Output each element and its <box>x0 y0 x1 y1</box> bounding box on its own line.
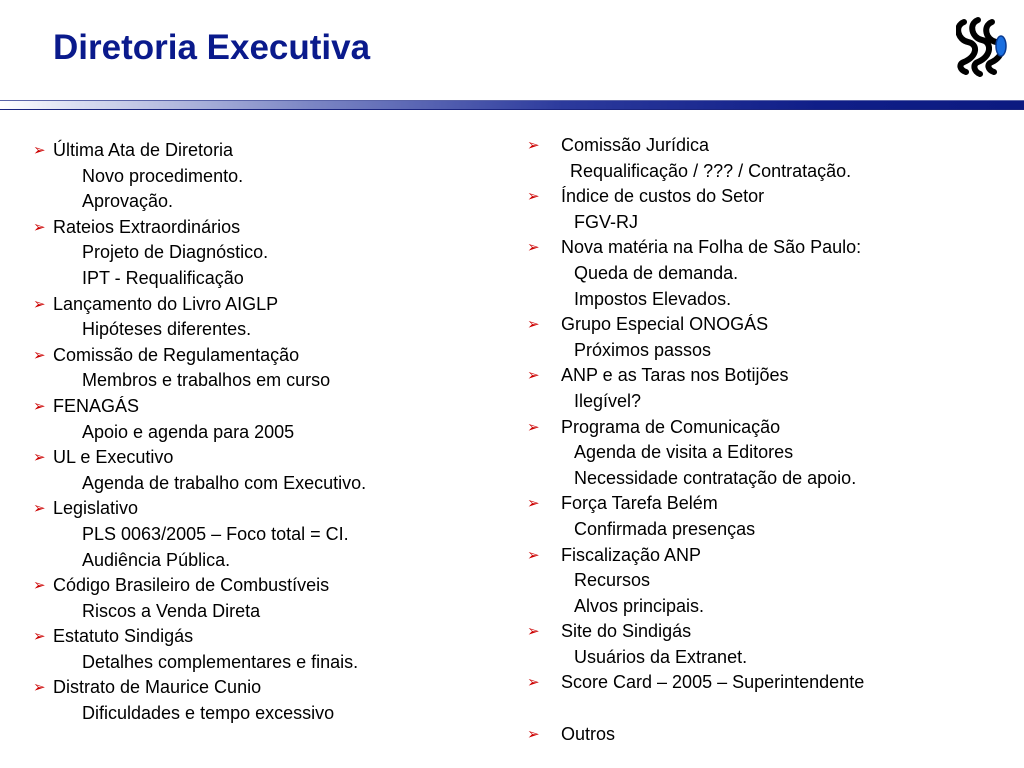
arrow-bullet-icon: ➢ <box>33 218 46 236</box>
spacer <box>527 696 1007 722</box>
agenda-item-label: Força Tarefa Belém <box>561 493 718 514</box>
agenda-item <box>33 445 503 471</box>
agenda-subitem: Agenda de visita a Editores <box>574 442 794 463</box>
agenda-subitem: Novo procedimento. <box>82 165 244 186</box>
agenda-subitem: Detalhes complementares e finais. <box>82 651 359 672</box>
agenda-subitem: Hipóteses diferentes. <box>82 319 252 340</box>
agenda-subitem: Apoio e agenda para 2005 <box>82 421 295 442</box>
agenda-item-label: Nova matéria na Folha de São Paulo: <box>561 237 862 258</box>
agenda-item <box>527 619 1007 645</box>
agenda-subitem: Membros e trabalhos em curso <box>82 370 331 391</box>
agenda-item-label: Última Ata de Diretoria <box>53 140 234 160</box>
agenda-item <box>527 133 1007 159</box>
agenda-item <box>527 722 1007 748</box>
agenda-item <box>527 363 1007 389</box>
agenda-subitem: Requalificação / ??? / Contratação. <box>570 160 852 181</box>
agenda-subitem: Dificuldades e tempo excessivo <box>82 703 335 724</box>
agenda-item <box>527 543 1007 569</box>
agenda-item <box>33 215 503 241</box>
agenda-item-label: Site do Sindigás <box>561 621 692 642</box>
arrow-bullet-icon: ➢ <box>33 577 46 595</box>
agenda-item-label: Estatuto Sindigás <box>53 626 194 647</box>
agenda-item-label: Programa de Comunicação <box>561 416 781 437</box>
arrow-bullet-icon: ➢ <box>527 316 540 334</box>
agenda-item-label: ANP e as Taras nos Botijões <box>561 365 789 386</box>
right-agenda-column <box>527 133 1007 747</box>
agenda-item <box>527 312 1007 338</box>
agenda-item <box>33 573 503 599</box>
slide-title: Diretoria Executiva <box>53 28 371 67</box>
agenda-item-label: Lançamento do Livro AIGLP <box>53 293 279 314</box>
agenda-item <box>527 235 1007 261</box>
agenda-subitem: Usuários da Extranet. <box>574 646 748 667</box>
agenda-subitem: Confirmada presenças <box>574 518 756 539</box>
title-divider-band <box>0 100 1024 110</box>
agenda-subitem: Ilegível? <box>574 390 642 411</box>
agenda-item-label: Código Brasileiro de Combustíveis <box>53 575 330 596</box>
arrow-bullet-icon: ➢ <box>527 674 540 692</box>
agenda-subitem: Necessidade contratação de apoio. <box>574 467 857 488</box>
agenda-item-label: Grupo Especial ONOGÁS <box>561 314 769 335</box>
arrow-bullet-icon: ➢ <box>33 346 46 364</box>
agenda-item-label: FENAGÁS <box>53 395 140 416</box>
agenda-subitem: PLS 0063/2005 – Foco total = CI. <box>82 523 349 544</box>
agenda-item-label: Fiscalização ANP <box>561 544 702 565</box>
agenda-item-label: Rateios Extraordinários <box>53 216 241 237</box>
agenda-item <box>527 415 1007 441</box>
sindigas-logo-icon <box>956 16 1008 78</box>
agenda-item <box>33 496 503 522</box>
agenda-item <box>33 343 503 369</box>
arrow-bullet-icon: ➢ <box>33 500 46 518</box>
arrow-bullet-icon: ➢ <box>527 239 540 257</box>
left-agenda-column <box>33 138 503 727</box>
agenda-item <box>33 624 503 650</box>
arrow-bullet-icon: ➢ <box>527 418 540 436</box>
agenda-item <box>527 491 1007 517</box>
agenda-item <box>33 675 503 701</box>
agenda-item <box>527 184 1007 210</box>
arrow-bullet-icon: ➢ <box>527 725 540 743</box>
arrow-bullet-icon: ➢ <box>527 495 540 513</box>
agenda-subitem: FGV-RJ <box>574 211 639 232</box>
agenda-item <box>33 138 503 164</box>
agenda-item-label: Legislativo <box>53 498 139 519</box>
agenda-item-label: Distrato de Maurice Cunio <box>53 677 262 698</box>
agenda-subitem: Alvos principais. <box>574 595 705 616</box>
agenda-subitem: Impostos Elevados. <box>574 288 732 309</box>
arrow-bullet-icon: ➢ <box>527 137 540 154</box>
agenda-item-label: Outros <box>561 723 616 744</box>
agenda-subitem: Próximos passos <box>574 339 712 360</box>
agenda-subitem: Projeto de Diagnóstico. <box>82 242 269 263</box>
agenda-subitem: Riscos a Venda Direta <box>82 600 261 621</box>
arrow-bullet-icon: ➢ <box>33 679 46 697</box>
agenda-item <box>33 394 503 420</box>
agenda-subitem: Audiência Pública. <box>82 549 231 570</box>
agenda-item <box>33 292 503 318</box>
agenda-subitem: Agenda de trabalho com Executivo. <box>82 472 367 493</box>
agenda-subitem: Queda de demanda. <box>574 262 739 283</box>
agenda-item-label: Score Card – 2005 – Superintendente <box>561 672 865 693</box>
agenda-subitem: Aprovação. <box>82 191 174 212</box>
arrow-bullet-icon: ➢ <box>527 546 540 564</box>
agenda-item-label: Índice de custos do Setor <box>561 186 765 207</box>
arrow-bullet-icon: ➢ <box>33 628 46 646</box>
agenda-item <box>527 670 1007 696</box>
arrow-bullet-icon: ➢ <box>33 397 46 415</box>
agenda-subitem: Recursos <box>574 570 651 591</box>
agenda-item-label: Comissão Jurídica <box>561 135 710 155</box>
arrow-bullet-icon: ➢ <box>527 367 540 385</box>
agenda-item-label: UL e Executivo <box>53 447 174 468</box>
arrow-bullet-icon: ➢ <box>33 295 46 313</box>
arrow-bullet-icon: ➢ <box>527 623 540 641</box>
arrow-bullet-icon: ➢ <box>33 449 46 467</box>
agenda-item-label: Comissão de Regulamentação <box>53 344 300 365</box>
arrow-bullet-icon: ➢ <box>33 142 46 159</box>
agenda-subitem: IPT - Requalificação <box>82 267 244 288</box>
arrow-bullet-icon: ➢ <box>527 188 540 206</box>
